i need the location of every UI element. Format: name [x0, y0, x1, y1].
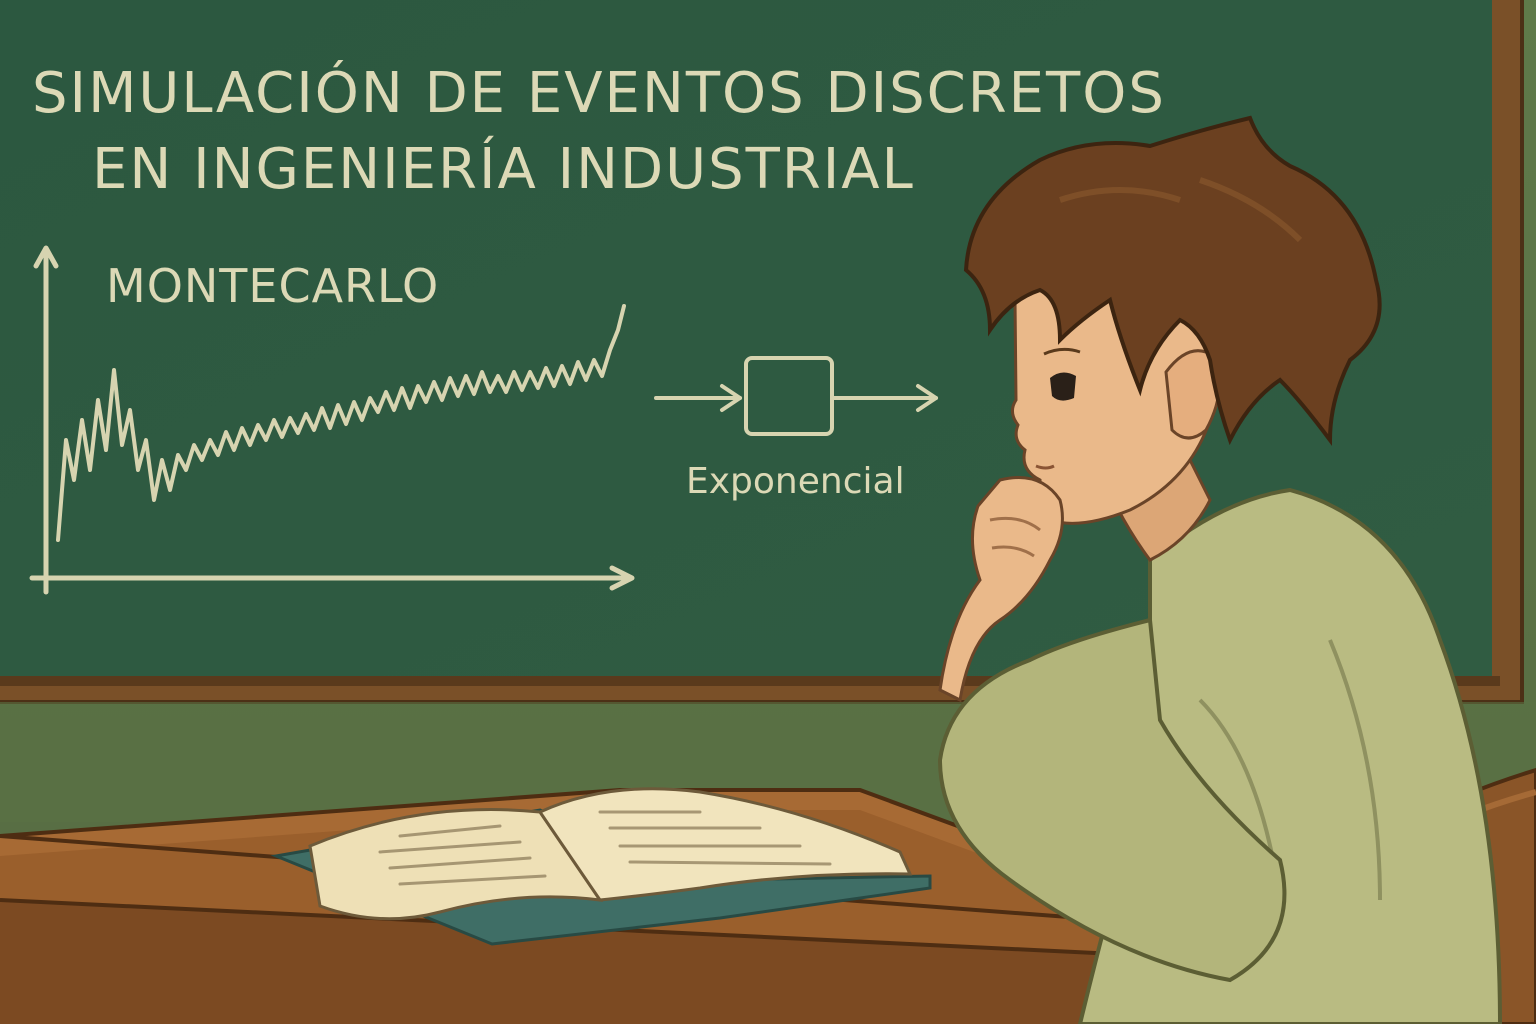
diagram-label: Exponencial [686, 461, 905, 502]
board-title-line-2: EN INGENIERÍA INDUSTRIAL [92, 137, 915, 202]
board-title-line-1: SIMULACIÓN DE EVENTOS DISCRETOS [32, 61, 1166, 126]
graph-label: MONTECARLO [106, 259, 440, 313]
eye [1050, 372, 1076, 400]
